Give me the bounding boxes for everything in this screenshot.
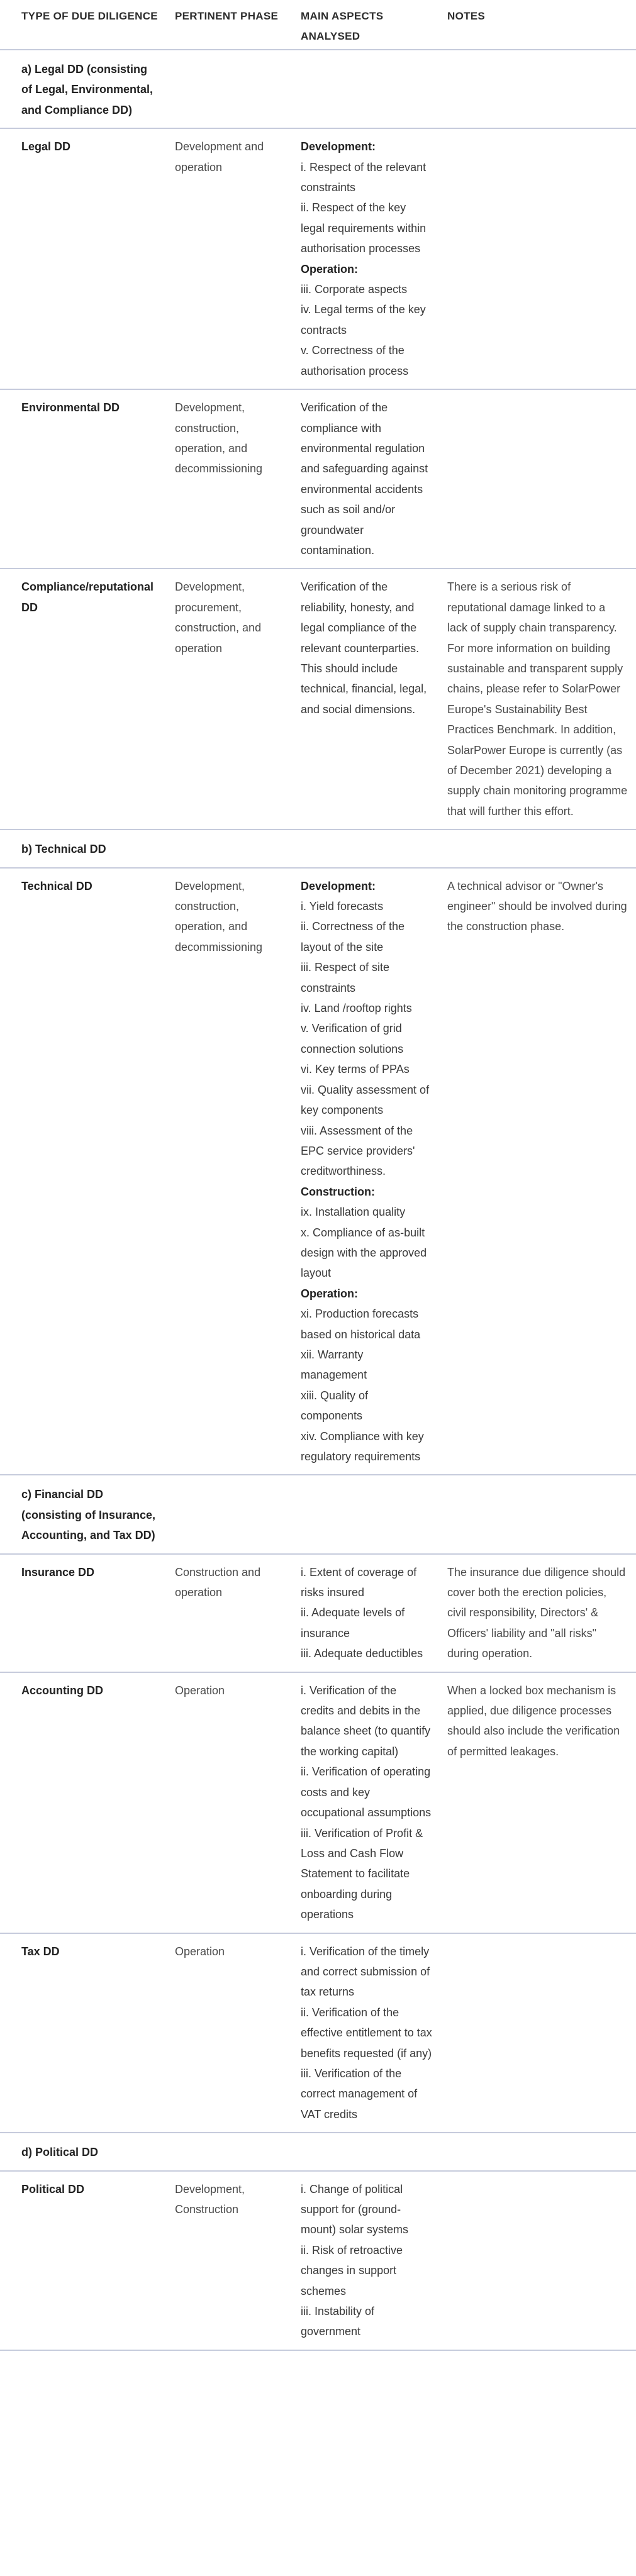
aspects-technical-line: Construction: [301,1185,375,1198]
type-compliance: Compliance/reputational DD [21,580,154,614]
aspects-technical-line: xii. Warranty management [301,1348,367,1382]
aspects-legal-line: v. Correctness of the authorisation process [301,344,409,377]
aspects-legal-line: ii. Respect of the key legal requirements within authorisation processes [301,201,427,255]
aspects-insurance-line: ii. Adequate levels of insurance [301,1606,405,1640]
aspects-political-line: ii. Risk of retroactive changes in support schemes [301,2243,403,2297]
notes-environmental [440,389,636,569]
aspects-technical-line: xiii. Quality of components [301,1389,369,1423]
phase-environmental: Development, construction, operation, and decommissioning [175,401,263,475]
section-title-technical: b) Technical DD [21,843,106,856]
section-title-financial: c) Financial DD (consisting of Insurance, Accounting, and Tax DD) [21,1488,156,1542]
aspects-tax [293,1933,440,2133]
notes-technical: A technical advisor or "Owner's engineer" should be involved during the construction phase. [447,879,627,933]
table-row-legal [0,128,636,389]
type-accounting: Accounting DD [21,1684,103,1697]
aspects-accounting [293,1672,440,1933]
type-environmental: Environmental DD [21,401,120,414]
aspects-political [293,2171,440,2350]
aspects-insurance-line: i. Extent of coverage of risks insured [301,1565,417,1599]
phase-tax: Operation [175,1945,225,1958]
phase-compliance: Development, procurement, construction, and operation [175,580,262,655]
aspects-technical-line: viii. Assessment of the EPC service providers' creditworthiness. [301,1124,415,1178]
section-row-financial [0,1475,636,1553]
aspects-tax-line: iii. Verification of the correct management of VAT credits [301,2067,418,2121]
phase-legal: Development and operation [175,140,264,174]
aspects-legal-line: i. Respect of the relevant constraints [301,160,427,194]
aspects-technical-line: vii. Quality assessment of key components [301,1083,430,1117]
table-row-tax [0,1933,636,2133]
aspects-legal-line: iv. Legal terms of the key contracts [301,303,426,336]
notes-insurance: The insurance due diligence should cover both the erection policies, civil responsibility, Directors' & Officers' liability and "all risks" during operation. [447,1565,626,1660]
section-title-legal: a) Legal DD (consisting of Legal, Environmental, and Compliance DD) [21,63,153,116]
aspects-legal-line: Development: [301,140,376,153]
aspects-technical-line: ix. Installation quality [301,1206,406,1219]
aspects-tax-line: i. Verification of the timely and correct submission of tax returns [301,1945,430,1999]
aspects-insurance-line: iii. Adequate deductibles [301,1647,423,1660]
phase-technical: Development, construction, operation, and decommissioning [175,879,263,953]
aspects-legal-line: Operation: [301,262,359,275]
notes-compliance: There is a serious risk of reputational damage linked to a lack of supply chain transparency. For more information on building sustainable and transparent supply chains, please refer to SolarPower Europe's Sustainability Best Practices Benchmark. In addition, SolarPower Europe is currently (as of December 2021) developing a supply chain monitoring programme that will further this effort. [447,580,628,818]
table-header [0,0,636,50]
aspects-accounting-line: ii. Verification of operating costs and key occupational assumptions [301,1765,432,1819]
aspects-technical-line: Operation: [301,1287,359,1300]
aspects-compliance: Verification of the reliability, honesty, and legal compliance of the relevant counterparties. This should include technical, financial, legal, and social dimensions. [301,580,427,716]
phase-political: Development, Construction [175,2182,245,2216]
aspects-accounting-line: i. Verification of the credits and debits in the balance sheet (to quantify the working capital) [301,1684,431,1758]
aspects-technical-line: iv. Land /rooftop rights [301,1002,412,1015]
aspects-political-line: iii. Instability of government [301,2305,375,2338]
notes-political [440,2171,636,2350]
phase-accounting: Operation [175,1684,225,1697]
table-body [0,50,636,2350]
header-phase: PERTINENT PHASE [175,10,279,22]
notes-legal [440,128,636,389]
aspects-legal [293,128,440,389]
table-row-environmental [0,389,636,569]
aspects-technical-line: x. Compliance of as-built design with the approved layout [301,1226,427,1280]
aspects-accounting-line: iii. Verification of Profit & Loss and Cash Flow Statement to facilitate onboarding during operations [301,1826,423,1921]
section-row-legal [0,50,636,128]
table-row-technical [0,868,636,1475]
type-technical: Technical DD [21,879,92,892]
type-tax: Tax DD [21,1945,60,1958]
phase-insurance: Construction and operation [175,1565,261,1599]
type-political: Political DD [21,2182,85,2196]
aspects-technical-line: vi. Key terms of PPAs [301,1063,410,1076]
aspects-environmental: Verification of the compliance with environmental regulation and safeguarding against environmental accidents such as soil and/or groundwater contamination. [301,401,428,557]
aspects-tax-line: ii. Verification of the effective entitlement to tax benefits requested (if any) [301,2006,432,2060]
type-insurance: Insurance DD [21,1565,95,1579]
header-type: TYPE OF DUE DILIGENCE [21,10,158,22]
section-title-political: d) Political DD [21,2146,99,2159]
section-row-technical [0,830,636,867]
type-legal: Legal DD [21,140,71,153]
aspects-technical-line: Development: [301,879,376,892]
header-row [0,0,636,50]
notes-tax [440,1933,636,2133]
table-row-political [0,2171,636,2350]
aspects-insurance [293,1554,440,1672]
aspects-technical-line: xiv. Compliance with key regulatory requirements [301,1430,424,1463]
aspects-technical-line: v. Verification of grid connection solutions [301,1022,404,1055]
aspects-technical-line: i. Yield forecasts [301,900,384,913]
header-aspects: MAIN ASPECTS ANALYSED [301,10,384,42]
aspects-technical [293,868,440,1475]
aspects-technical-line: iii. Respect of site constraints [301,961,390,994]
section-row-political [0,2133,636,2170]
aspects-technical-line: xi. Production forecasts based on historical data [301,1307,421,1341]
notes-accounting: When a locked box mechanism is applied, due diligence processes should also include the verification of permitted leakages. [447,1684,620,1758]
table-row-insurance [0,1554,636,1672]
aspects-legal-line: iii. Corporate aspects [301,283,408,296]
table-row-accounting [0,1672,636,1933]
header-notes: NOTES [447,10,486,22]
aspects-technical-line: ii. Correctness of the layout of the site [301,920,405,953]
aspects-political-line: i. Change of political support for (ground-mount) solar systems [301,2182,409,2236]
table-row-compliance [0,569,636,830]
